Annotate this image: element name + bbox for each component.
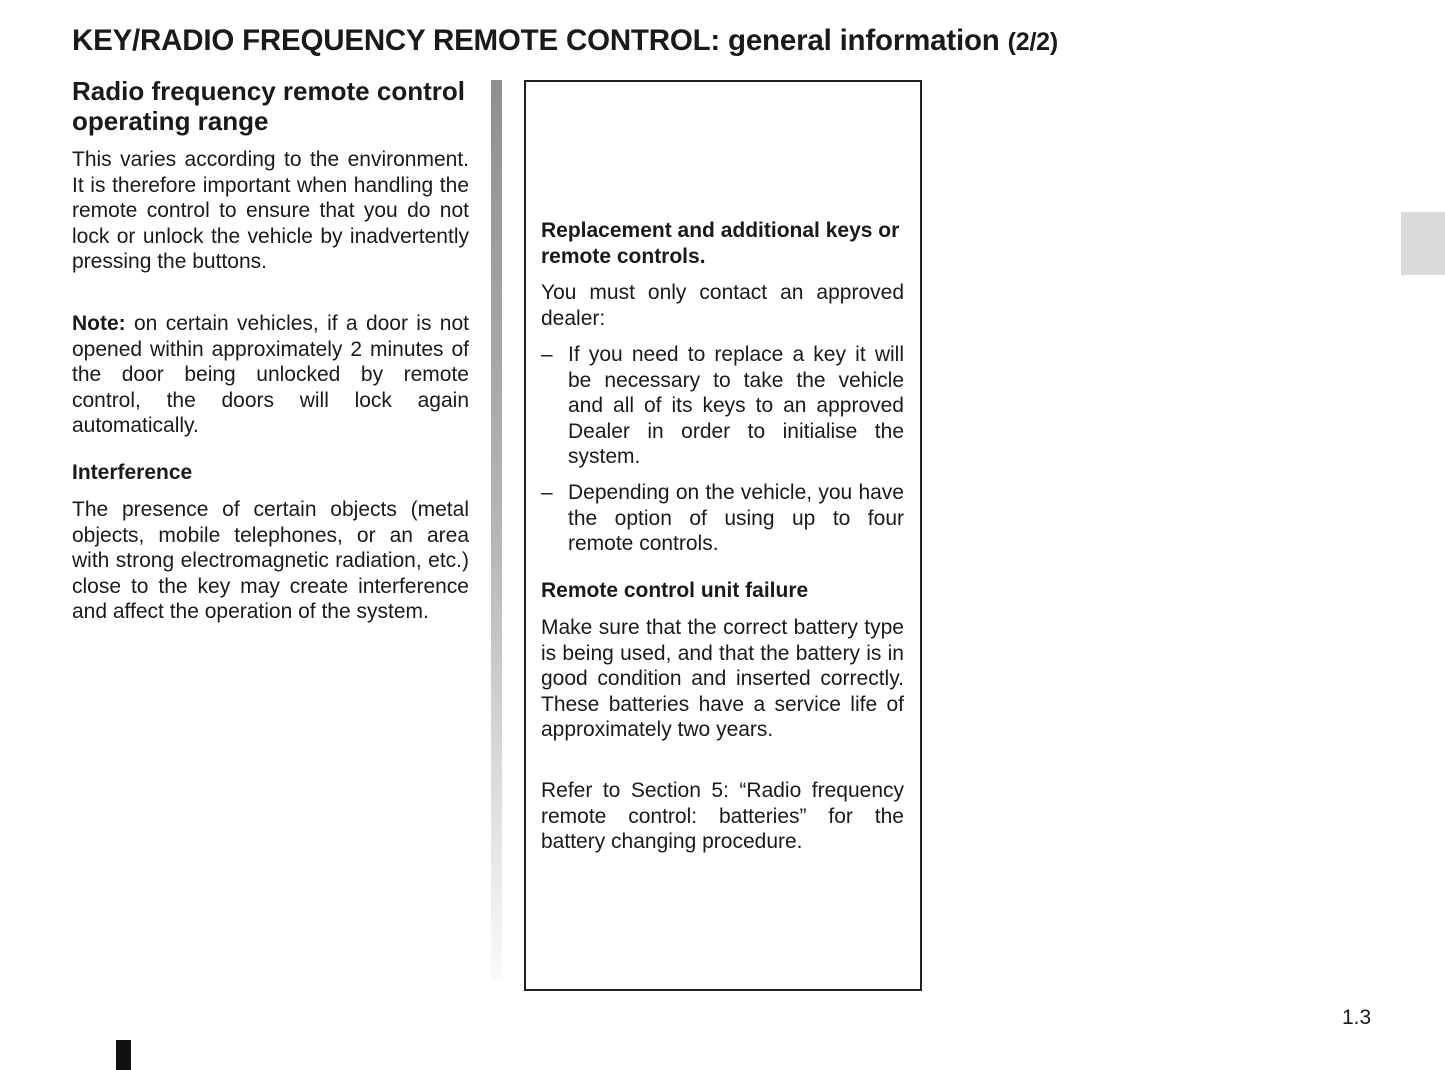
- replacement-keys-heading: Replacement and additional keys or remote controls.: [541, 219, 900, 268]
- failure-paragraph: Make sure that the correct battery type is being used, and that the battery is in good condition and inserted correctly. These batteries have a service life of approximately two years.: [541, 616, 904, 741]
- gradient-divider: [491, 80, 502, 980]
- operating-range-paragraph: This varies according to the environment. It is therefore important when handling the remote control to ensure that you do not lock or unlock the vehicle by inadvertently pressing the buttons.: [72, 148, 469, 273]
- replacement-intro: You must only contact an approved dealer:: [541, 281, 904, 330]
- interference-paragraph: The presence of certain objects (metal objects, mobile telephones, or an area with strong electromagnetic radiation, etc.) close to the key may create interference and affect the operation of the system.: [72, 498, 469, 623]
- page-of-indicator: (2/2): [1007, 28, 1059, 56]
- refer-paragraph: Refer to Section 5: “Radio frequency remote control: batteries” for the battery changing procedure.: [541, 779, 904, 853]
- section-tab: [1401, 212, 1445, 275]
- note-label: Note:: [72, 312, 126, 335]
- operating-range-heading: Radio frequency remote control operating range: [72, 76, 465, 136]
- list-item: [541, 480, 904, 557]
- failure-heading: Remote control unit failure: [541, 579, 809, 602]
- note-text: on certain vehicles, if a door is not opened within approximately 2 minutes of the door being unlocked by remote control, the doors will lock again automatically.: [72, 312, 469, 437]
- print-mark: [116, 1040, 131, 1070]
- dash-bullet: –: [541, 481, 553, 504]
- dash-bullet: –: [541, 343, 553, 366]
- page-number: 1.3: [1342, 1006, 1372, 1029]
- list-item-text: Depending on the vehicle, you have the option of using up to four remote controls.: [568, 481, 904, 555]
- title-text: KEY/RADIO FREQUENCY REMOTE CONTROL: general information: [72, 24, 1000, 57]
- page-title: [72, 24, 1058, 58]
- list-item: [541, 342, 904, 470]
- interference-heading: Interference: [72, 461, 193, 484]
- list-item-text: If you need to replace a key it will be necessary to take the vehicle and all of its keys to an approved Dealer in order to initialise the system.: [568, 343, 904, 468]
- note-paragraph: [72, 311, 469, 439]
